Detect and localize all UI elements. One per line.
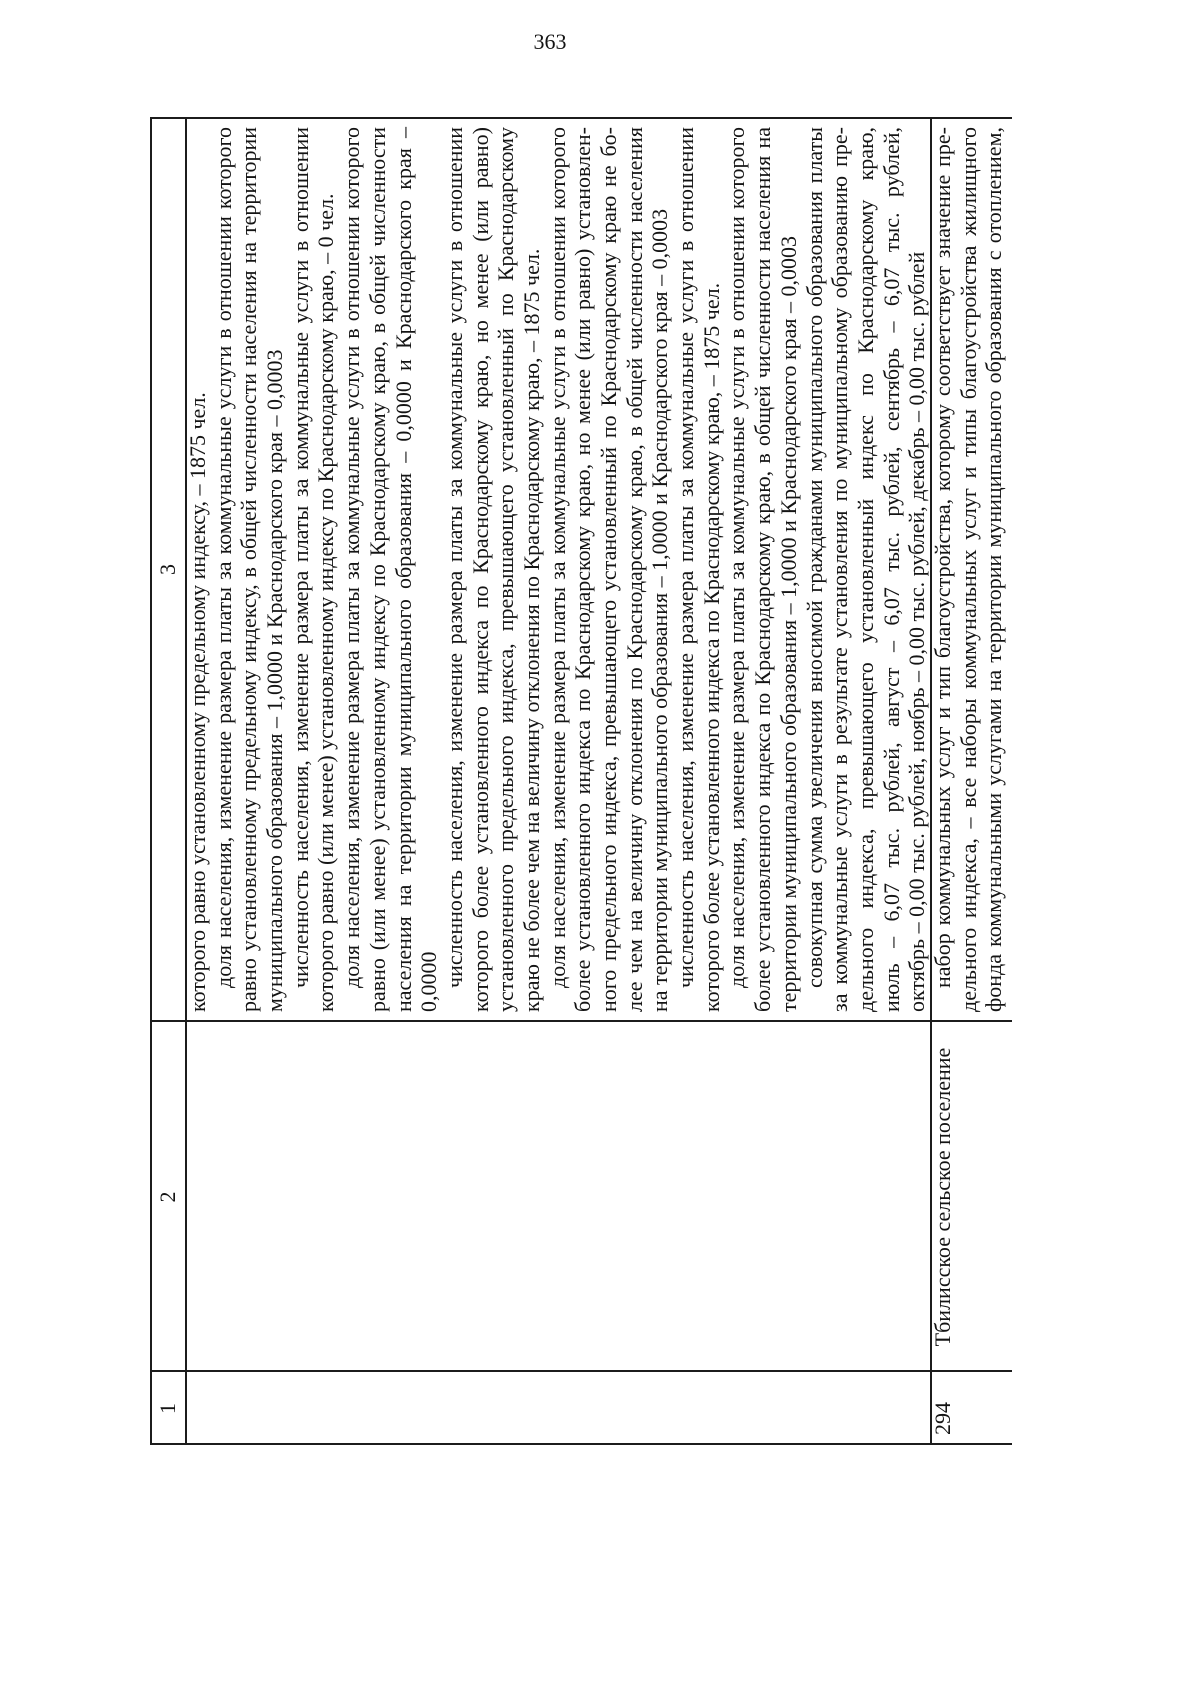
text-line: за коммунальные услуги в результате установления по муниципальному образованию пре- [827,127,853,1012]
text-line: которого более установленного индекса по Краснодарскому краю, но менее (или равно) [467,127,493,1012]
column-header-2: 2 [155,1191,180,1203]
text-line: которого равно (или менее) установленному индексу по Краснодарскому краю, – 0 чел. [313,193,339,1012]
column-header-1: 1 [155,1403,180,1414]
text-line: октябрь – 0,00 тыс. рублей, ноябрь – 0,00 тыс. рублей, декабрь – 0,00 тыс. рублей [904,251,930,1012]
text-line: на территории муниципального образования – 1,0000 и Краснодарского края – 0,0003 [647,208,673,1012]
text-line: дельного индекса, – все наборы коммунальных услуг и типы благоустройства жилищного [955,127,981,1012]
text-line: населения на территории муниципального образования – 0,0000 и Краснодарского края – [390,127,416,1012]
rotated-table [150,117,1012,1445]
column-divider [150,1371,1012,1373]
text-line: лее чем на величину отклонения по Краснодарскому краю, в общей численности населения [621,127,647,1012]
text-line: более установленного индекса по Краснодарскому краю, но менее (или равно) установлен- [570,127,596,1012]
text-line: установленного предельного индекса, превышающего установленный по Краснодарскому [493,127,519,1012]
text-line: численность населения, изменение размера платы за коммунальные услуги в отношении [673,127,699,988]
municipality-name: Тбилисское сельское поселение [930,1047,955,1347]
text-line: июль – 6,07 тыс. рублей, август – 6,07 тыс. рублей, сентябрь – 6,07 тыс. рублей, [878,127,904,1012]
text-line: которого равно установленному предельному индексу, – 1875 чел. [185,392,210,1012]
text-line: 0,0000 [416,951,442,1012]
text-line: фонда коммунальными услугами на территории муниципального образования с отоплением, [981,127,1007,1012]
text-line: численность населения, изменение размера платы за коммунальные услуги в отношении [287,127,313,988]
text-line: муниципального образования – 1,0000 и Краснодарского края – 0,0003 [262,349,288,1012]
text-line: ного предельного индекса, превышающего установленный по Краснодарскому краю не бо- [596,127,621,1012]
text-line: более установленного индекса по Краснодарскому краю, в общей численности населения на [750,127,776,1012]
page-number: 363 [533,29,567,54]
column-divider [150,1021,1012,1023]
column-header-3: 3 [155,564,180,575]
row-number: 294 [930,1402,955,1435]
text-line: дельного индекса, превышающего установленный индекс по Краснодарскому краю, [852,127,878,1012]
text-line: доля населения, изменение размера платы за коммунальные услуги в отношении которого [339,127,365,988]
table-row [930,127,1007,1012]
text-line: равно установленному предельному индексу, в общей численности населения на территории [236,127,262,1012]
table-row [185,127,930,1012]
table-border [150,1444,1012,1446]
text-line: равно (или менее) установленному индексу по Краснодарскому краю, в общей численности [364,127,390,1012]
text-line: набор коммунальных услуг и тип благоустройства, которому соответствует значение пре- [930,127,955,988]
table-border [150,118,1012,120]
text-line: доля населения, изменение размера платы за коммунальные услуги в отношении которого [210,127,236,988]
text-line: численность населения, изменение размера платы за коммунальные услуги в отношении [441,127,467,988]
text-line: которого более установленного индекса по Краснодарскому краю, – 1875 чел. [698,282,724,1012]
text-line: совокупная сумма увеличения вносимой гражданами муниципального образования платы [801,127,827,988]
text-line: доля населения, изменение размера платы за коммунальные услуги в отношении которого [544,127,570,988]
text-line: доля населения, изменение размера платы за коммунальные услуги в отношении которого [724,127,750,988]
text-line: территории муниципального образования – 1,0000 и Краснодарского края – 0,0003 [775,235,801,1012]
text-line: краю не более чем на величину отклонения по Краснодарскому краю, – 1875 чел. [518,248,544,1012]
